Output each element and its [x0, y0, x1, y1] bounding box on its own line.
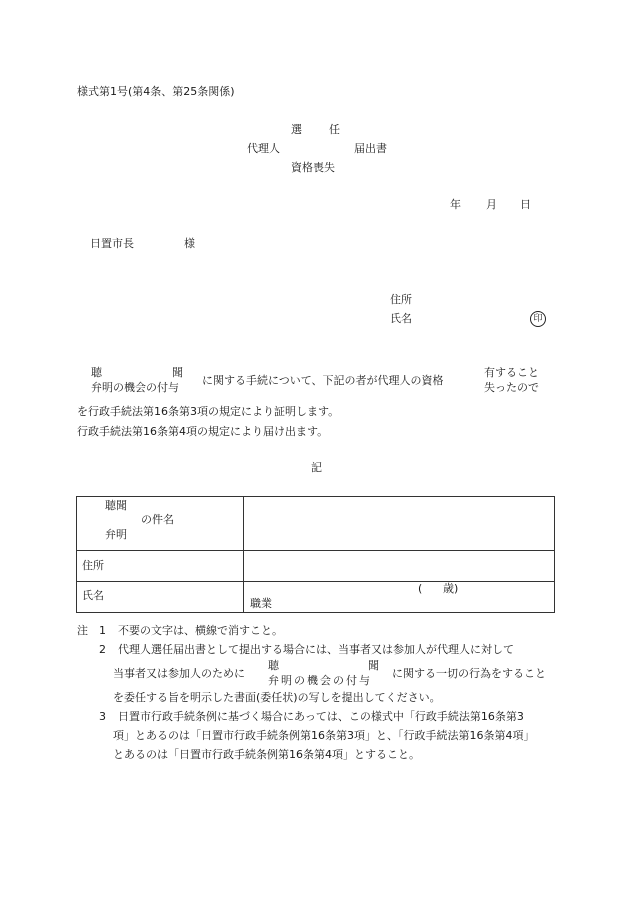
- body-choice-chomon-1: 聴: [91, 366, 102, 379]
- note3-line3: とあるのは「日置市行政手続条例第16条第4項」とすること。: [113, 748, 420, 761]
- note2-number: 2: [99, 643, 106, 656]
- body-choice-chomon-2: 聞: [172, 366, 183, 379]
- table-choice-chomon: 聴聞: [105, 499, 127, 512]
- body-line-shomei: を行政手続法第16条第3項の規定により証明します。: [77, 405, 340, 418]
- note2-line2a: 当事者又は参加人のために: [113, 667, 245, 680]
- date-year: 年: [450, 198, 461, 211]
- note3-number: 3: [99, 710, 106, 723]
- note1-number: 1: [99, 624, 106, 637]
- note2-line1: 代理人選任届出書として提出する場合には、当事者又は参加人が代理人に対して: [118, 643, 514, 656]
- table-age-label: 歳): [443, 582, 459, 595]
- ki-heading: 記: [311, 461, 322, 474]
- table-address-label: 住所: [82, 559, 104, 572]
- title-senin-1: 選: [291, 123, 302, 136]
- table-kenmei-label: の件名: [141, 513, 174, 526]
- body-choice-benmei: 弁明の機会の付与: [91, 381, 179, 394]
- table-row-divider-2: [77, 581, 554, 582]
- note1-text: 不要の文字は、横線で消すこと。: [118, 624, 283, 637]
- addressee-name: 日置市長: [90, 237, 134, 250]
- note3-line2: 項」とあるのは「日置市行政手続条例第16条第3項」と、「行政手続法第16条第4項」: [113, 729, 535, 742]
- title-senin-2: 任: [329, 123, 340, 136]
- note2-choice-chomon-1: 聴: [268, 659, 279, 672]
- table-choice-benmei: 弁明: [105, 528, 127, 541]
- body-line-todokede: 行政手続法第16条第4項の規定により届け出ます。: [77, 425, 329, 438]
- form-number: 様式第1号(第4条、第25条関係): [77, 85, 235, 98]
- body-choice-yusuru: 有すること: [484, 366, 539, 379]
- table-age-open: (: [418, 582, 423, 595]
- table-row-divider-1: [77, 550, 554, 551]
- note2-line3: を委任する旨を明示した書面(委任状)の写しを提出してください。: [113, 691, 441, 704]
- seal-mark: 印: [530, 311, 546, 327]
- note3-line1: 日置市行政手続条例に基づく場合にあっては、この様式中「行政手続法第16条第3: [118, 710, 524, 723]
- date-day: 日: [520, 198, 531, 211]
- table-name-label: 氏名: [82, 589, 104, 602]
- body-middle-text: に関する手続について、下記の者が代理人の資格: [202, 374, 444, 387]
- table-occupation-label: 職業: [250, 597, 272, 610]
- note2-choice-benmei: 弁明の機会の付与: [268, 674, 372, 687]
- applicant-address-label: 住所: [390, 293, 412, 306]
- body-choice-ushinatta: 失ったので: [484, 381, 539, 394]
- table-column-divider: [243, 497, 244, 612]
- note2-line2b: に関する一切の行為をすること: [392, 667, 546, 680]
- title-shikaku-soshitsu: 資格喪失: [291, 161, 335, 174]
- applicant-name-label: 氏名: [390, 312, 412, 325]
- notes-label: 注: [77, 624, 88, 637]
- addressee-honorific: 様: [184, 237, 195, 250]
- date-month: 月: [486, 198, 497, 211]
- title-dairinin: 代理人: [247, 142, 280, 155]
- note2-choice-chomon-2: 聞: [368, 659, 379, 672]
- title-todokedesho: 届出書: [354, 142, 387, 155]
